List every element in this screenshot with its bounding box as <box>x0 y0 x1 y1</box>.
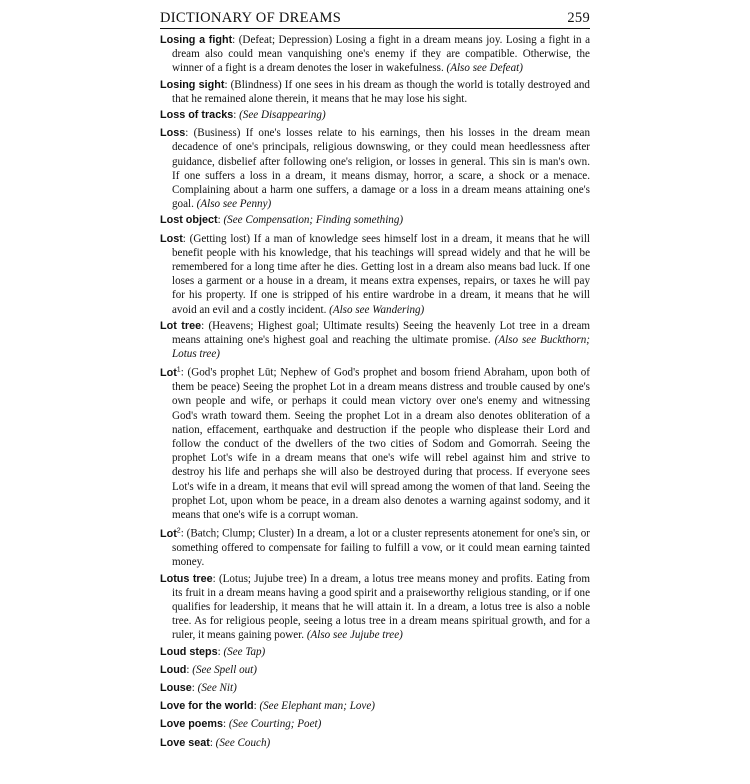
entry-headword <box>160 79 224 91</box>
entry-headword <box>160 718 223 730</box>
dictionary-entry: Loss of tracks: (See Disappearing) <box>160 109 326 122</box>
entry-headword <box>160 233 183 245</box>
headword-text: Lot <box>160 367 177 380</box>
dictionary-entry: Loss: (Business) If one's losses relate to his earnings, then his losses in the dream mean decadence of one's principals, religious downswing, or they could mean heedlessness after guidance, disbelief after following one's religion, or losses in general. This sin is man's own. If one suffers a loss in a dream, it means dismay, horror, a scare, a shock or a menace. Complaining about a harm one suffers, a damage or a loss in a dream means attaining one's goal. (Also see Penny) <box>160 127 590 211</box>
dictionary-entry: Love seat: (See Couch) <box>160 736 271 749</box>
entry-headword <box>160 127 185 139</box>
headword-superscript: 1 <box>176 366 181 374</box>
entry-headword <box>160 664 186 676</box>
entry-definition: (Lotus; Jujube tree) In a dream, a lotus tree means money and profits. Eating from its fruit in a dream means having a good spirit and a praiseworthy religious standing, or if one qualifies for leadership, it means that he will attain it. In a dream, a lotus tree is also a noble tree. As for religious people, seeing a lotus tree in a dream means spiritual growth, and for a ruler, it means gaining power. <box>172 572 590 642</box>
entry-headword <box>160 34 232 46</box>
dictionary-entry: Lost object: (See Compensation; Finding something) <box>160 214 404 227</box>
entry-headword <box>160 214 218 226</box>
headword-text: Loud steps <box>160 645 218 658</box>
cross-reference: (See Spell out) <box>192 663 257 676</box>
dictionary-entry: Lot$^2$: (Batch; Clump; Cluster) In a dream, a lot or a cluster represents atonement for one's sin, or something offered to compensate for failing to fulfill a vow, or it could mean earning tainted money. <box>160 527 590 569</box>
running-header <box>160 10 590 29</box>
dictionary-entry: Lot tree: (Heavens; Highest goal; Ultimate results) Seeing the heavenly Lot tree in a dream means attaining one's highest goal and reaching the ultimate promise. (Also see Buckthorn; Lotus tree) <box>160 319 591 361</box>
headword-text: Loss of tracks <box>160 109 234 122</box>
cross-reference: (Also see Defeat) <box>446 62 523 75</box>
headword-text: Love seat <box>160 736 210 749</box>
entry-headword <box>160 646 218 658</box>
dictionary-entry: Lost: (Getting lost) If a man of knowledge sees himself lost in a dream, it means that he will benefit people with his knowledge, that his teachings will spread widely and that he will be remembered for a long time after he dies. Getting lost in a dream also means bad luck. If one loses a garment or a house in a dream, it means extra expenses, repairs, or taxes he will pay for his property. If one is stripped of his entire wardrobe in a dream, it means that he will avoid an evil and a costly incident. (Also see Wandering) <box>160 232 590 316</box>
dictionary-entry: Lot$^1$: (God's prophet Lūt; Nephew of God's prophet and bosom friend Abraham, upon both of them be peace) Seeing the prophet Lot in a dream means distress and trouble caused by one's own people and wife, or perhaps it could mean victory over one's enemy and witnessing God's wrath toward them. Seeing the prophet Lot in a dream also denotes obliteration of a nation, effacement, earthquake and destruction if the people who displease their Lord and follow the conduct of the dwellers of the two cities of Sodom and Gomorrah. Seeing the prophet Lot's wife in a dream means that one's wife will rebel against him and strive to destroy his life and perhaps she will also be destroyed during that process. If everyone sees Lot's wife in a dream, it means that evil will spread among the women of that land. Seeing the prophet Lot, upon whom be peace, in a dream also denotes a warning against sodomy, and it means that one's wife is a corrupt woman. <box>160 366 591 522</box>
entry-definition: (God's prophet Lūt; Nephew of God's prophet and bosom friend Abraham, upon both of them be peace) Seeing the prophet Lot in a dream means distress and trouble caused by one's own people and wife, or perhaps it could mean victory over one's enemy and witnessing God's wrath toward them. Seeing the prophet Lot in a dream also denotes obliteration of a nation, effacement, earthquake and destruction if the people who displease their Lord and follow the conduct of the dwellers of the two cities of Sodom and Gomorrah. Seeing the prophet Lot's wife in a dream means that one's wife will rebel against him and strive to destroy his life and perhaps she will also be destroyed during that process. If everyone sees Lot's wife in a dream, it means that evil will spread among the women of that land. Seeing the prophet Lot, upon whom be peace, in a dream also denotes a warning against sodomy, and it means that one's wife is a corrupt woman. <box>172 367 591 522</box>
entry-headword <box>160 320 201 332</box>
cross-reference: (See Disappearing) <box>239 109 326 122</box>
dictionary-entry: Losing a fight: (Defeat; Depression) Losing a fight in a dream means joy. Losing a fight in a dream also could mean vanquishing one's enemy if they are compatible. Otherwise, the winner of a fight is a dream denotes the loser in wakefulness. (Also see Defeat) <box>160 34 590 75</box>
dictionary-entry: Losing sight: (Blindness) If one sees in his dream as though the world is totally destroyed and that he remained alone therein, it means that he may lose his sight. <box>160 78 590 105</box>
dictionary-page <box>160 10 590 754</box>
dictionary-entry: Loud: (See Spell out) <box>160 663 257 676</box>
headword-text: Lotus tree <box>160 572 213 585</box>
entry-definition: (Business) If one's losses relate to his earnings, then his losses in the dream mean decadence of one's principals, religious downswing, or they could mean heedlessness after guidance, disbelief after following one's religion, or losses in general. This sin is man's own. If one suffers a loss in a dream, it means dismay, horror, a scare, a shock or a menace. Complaining about a harm one suffers, a damage or a loss in a dream means attaining one's goal. <box>172 127 590 211</box>
headword-text: Love for the world <box>160 700 254 713</box>
cross-reference: (Also see Buckthorn; Lotus tree) <box>172 334 590 361</box>
dictionary-entry: Loud steps: (See Tap) <box>160 645 266 658</box>
entry-definition: (Heavens; Highest goal; Ultimate results) Seeing the heavenly Lot tree in a dream means attaining one's highest goal and reaching the ultimate promise. <box>172 319 591 347</box>
headword-text: Love poems <box>160 718 223 731</box>
dictionary-entry: Love poems: (See Courting; Poet) <box>160 718 322 731</box>
cross-reference: (Also see Jujube tree) <box>306 629 403 642</box>
headword-text: Losing sight <box>160 78 225 91</box>
entry-definition: (Batch; Clump; Cluster) In a dream, a lot or a cluster represents atonement for one's sin, or something offered to compensate for failing to fulfill a vow, or it could mean earning tainted money. <box>172 527 590 569</box>
entry-definition: (Getting lost) If a man of knowledge sees himself lost in a dream, it means that he will benefit people with his knowledge, that his teachings will spread widely and that he will be remembered for a long time after he dies. Getting lost in a dream also means bad luck. If one loses a garment or a house in a dream, it means extra expenses, repairs, or taxes he will pay for his property. If one is stripped of his entire wardrobe in a dream, it means that he will avoid an evil and a costly incident. <box>172 232 590 316</box>
running-title: DICTIONARY OF DREAMS <box>160 10 342 26</box>
dictionary-entry: Love for the world: (See Elephant man; Love) <box>160 700 375 713</box>
cross-reference: (Also see Penny) <box>196 198 272 211</box>
dictionary-entry: Lotus tree: (Lotus; Jujube tree) In a dream, a lotus tree means money and profits. Eating from its fruit in a dream means having a good spirit and a praiseworthy religious standing, or if one qualifies for leadership, it means that he will attain it. In a dream, a lotus tree is also a noble tree. As for religious people, seeing a lotus tree in a dream means spiritual growth, and for a ruler, it means gaining power. (Also see Jujube tree) <box>160 572 590 642</box>
entry-headword <box>160 528 181 540</box>
entry-headword <box>160 682 192 694</box>
cross-reference: (Also see Wandering) <box>329 303 425 316</box>
cross-reference: (See Tap) <box>223 645 266 658</box>
entry-definition: (Blindness) If one sees in his dream as though the world is totally destroyed and that he remained alone therein, it means that he may lose his sight. <box>172 78 590 105</box>
dictionary-entry: Louse: (See Nit) <box>160 681 237 694</box>
entry-headword <box>160 573 213 585</box>
headword-text: Losing a fight <box>160 34 233 46</box>
headword-text: Loss <box>160 127 186 140</box>
headword-text: Lot tree <box>160 319 202 332</box>
cross-reference: (See Courting; Poet) <box>228 718 322 731</box>
headword-text: Loud <box>160 663 187 676</box>
cross-reference: (See Nit) <box>197 681 237 694</box>
headword-text: Lost object <box>160 214 218 227</box>
cross-reference: (See Couch) <box>215 736 271 749</box>
headword-text: Louse <box>160 681 192 694</box>
entry-definition: (Defeat; Depression) Losing a fight in a dream means joy. Losing a fight in a dream also could mean vanquishing one's enemy if they are compatible. Otherwise, the winner of a fight is a dream denotes the loser in wakefulness. <box>172 34 590 75</box>
headword-text: Lot <box>160 527 177 540</box>
cross-reference: (See Compensation; Finding something) <box>223 214 404 227</box>
entry-headword <box>160 700 254 712</box>
cross-reference: (See Elephant man; Love) <box>259 700 375 713</box>
entry-headword <box>160 367 181 379</box>
entry-headword <box>160 737 210 749</box>
entry-list <box>160 33 590 750</box>
headword-superscript: 2 <box>176 527 181 535</box>
page-number: 259 <box>567 10 590 26</box>
headword-text: Lost <box>160 232 183 245</box>
entry-headword <box>160 109 233 121</box>
